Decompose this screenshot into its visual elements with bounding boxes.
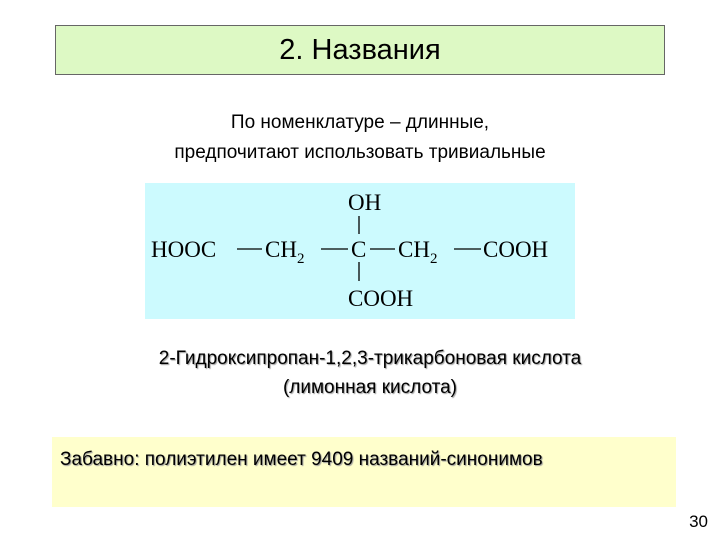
structural-formula-box [145, 183, 575, 319]
slide-title: 2. Названия [279, 33, 441, 66]
formula-bottom-group: COOH [348, 286, 414, 311]
subtitle-line-2: предпочитают использовать тривиальные [174, 142, 546, 163]
subtitle-line-1: По номенклатуре – длинные, [230, 112, 490, 133]
fun-fact-box [52, 437, 676, 507]
formula-ch2-right: $CH_2$ [398, 237, 438, 267]
formula-left-group: HOOC [151, 237, 217, 262]
structural-formula [145, 183, 575, 319]
fun-fact-text: Забавно: полиэтилен имеет 9409 названий-синонимов [60, 449, 543, 470]
iupac-name: 2-Гидроксипропан-1,2,3-трикарбоновая кислота [158, 348, 582, 369]
acid-name [0, 344, 720, 402]
page-number: 30 [689, 512, 708, 531]
formula-center-atom: C [351, 237, 367, 262]
formula-right-group: COOH [483, 237, 549, 262]
slide-title-box [55, 25, 665, 75]
trivial-name: (лимонная кислота) [282, 377, 458, 398]
formula-top-group: OH [348, 190, 382, 215]
formula-ch2-left: $CH_2$ [265, 237, 305, 267]
subtitle [0, 108, 720, 168]
